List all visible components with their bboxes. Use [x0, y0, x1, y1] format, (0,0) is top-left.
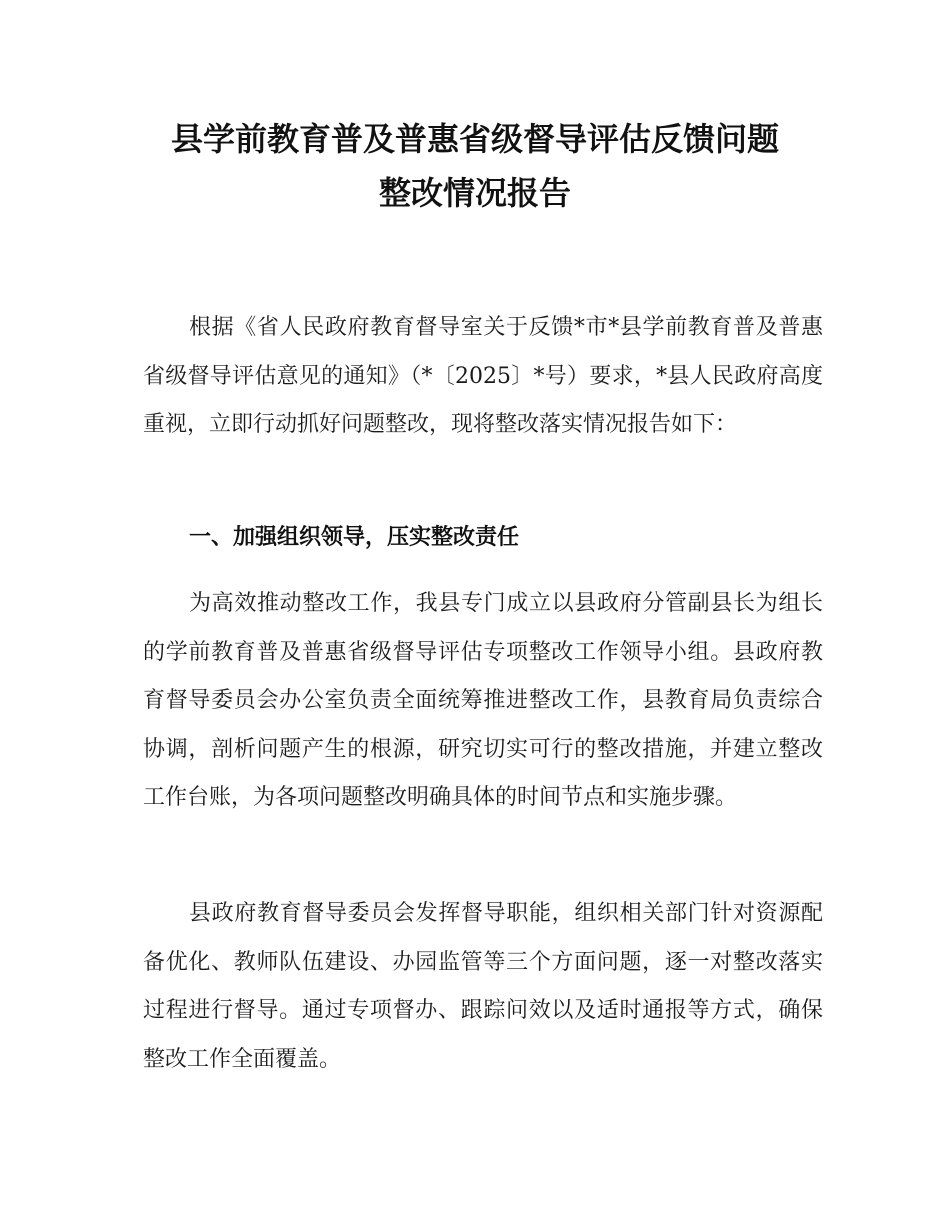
section1-paragraph-2: 县政府教育督导委员会发挥督导职能，组织相关部门针对资源配备优化、教师队伍建设、办园监管等三个方面问题，逐一对整改落实过程进行督导。通过专项督办、跟踪问效以及适时通报等方式，确保整改工作全面覆盖。: [143, 901, 823, 1072]
section-heading-1: 一、加强组织领导，压实整改责任: [189, 525, 520, 550]
title-line-2: 整改情况报告: [378, 174, 571, 212]
title-line-1: 县学前教育普及普惠省级督导评估反馈问题: [170, 120, 779, 158]
document-title: [0, 112, 950, 220]
intro-paragraph: 根据《省人民政府教育督导室关于反馈*市*县学前教育普及普惠省级督导评估意见的通知》（*〔2025〕*号）要求，*县人民政府高度重视，立即行动抓好问题整改，现将整改落实情况报告如下：: [143, 315, 823, 437]
section1-paragraph-1: 为高效推动整改工作，我县专门成立以县政府分管副县长为组长的学前教育普及普惠省级督导评估专项整改工作领导小组。县政府教育督导委员会办公室负责全面统筹推进整改工作，县教育局负责综合协调，剖析问题产生的根源，研究切实可行的整改措施，并建立整改工作台账，为各项问题整改明确具体的时间节点和实施步骤。: [143, 591, 823, 810]
